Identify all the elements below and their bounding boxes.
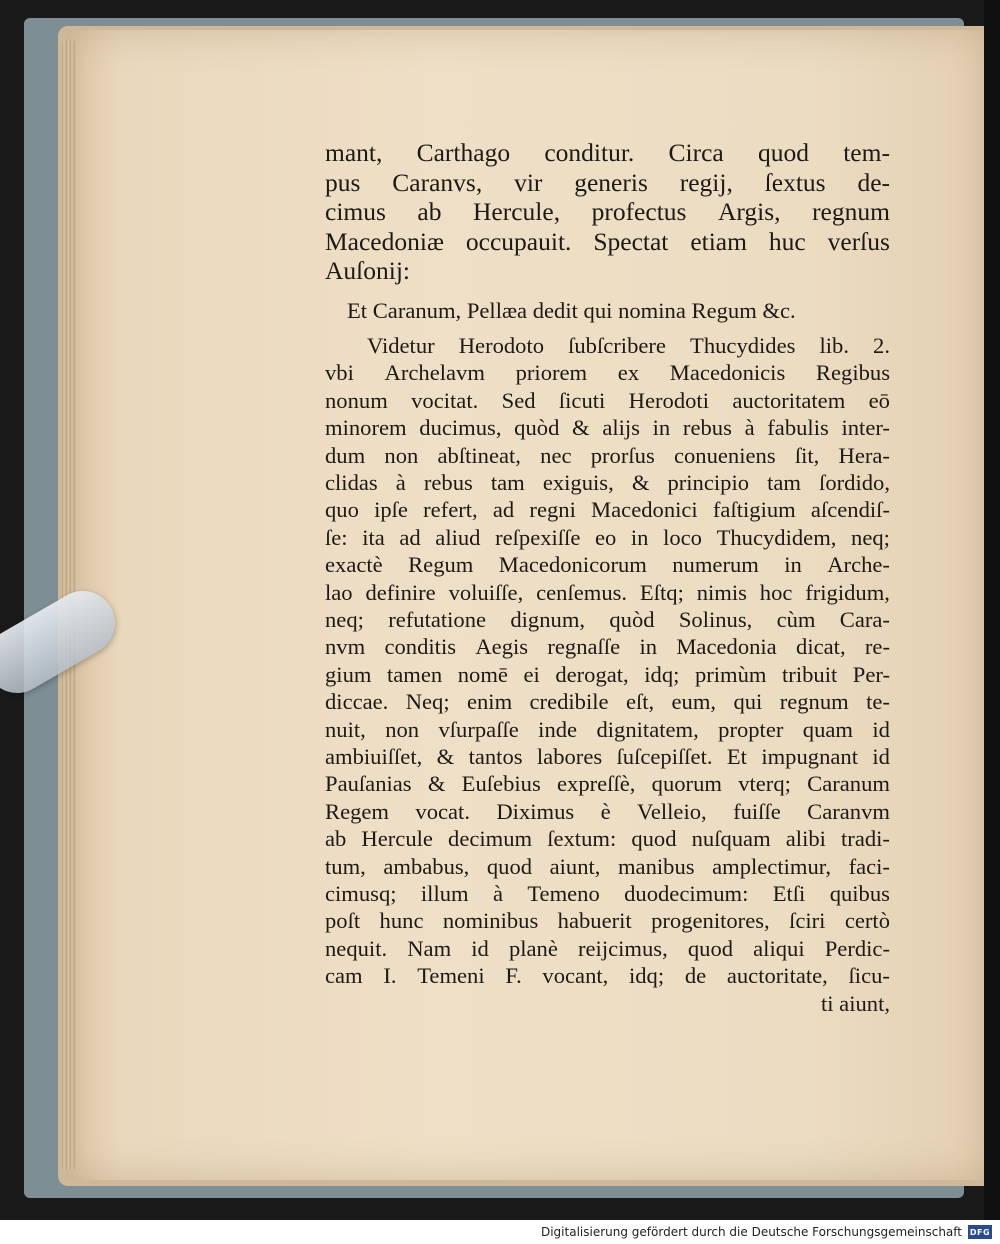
- text-line: cam I. Temeni F. vocant, idq; de auctoritate, ſicu-: [325, 963, 890, 989]
- text-line: Pauſanias & Euſebius expreſſè, quorum vterq; Caranum: [325, 771, 890, 797]
- text-line: nuit, non vſurpaſſe inde dignitatem, propter quam id: [325, 716, 890, 742]
- text-line: quo ipſe refert, ad regni Macedonici faſtigium aſcendiſ-: [325, 497, 890, 523]
- text-line: Auſonij:: [325, 256, 411, 285]
- text-line: clidas à rebus tam exiguis, & principio tam ſordido,: [325, 469, 890, 495]
- text-line: diccae. Neq; enim credibile eſt, eum, qui regnum te-: [325, 689, 890, 715]
- text-line: mant, Carthago conditur. Circa quod tem-: [325, 138, 890, 167]
- page-text: [325, 138, 890, 1017]
- text-line: ſe: ita ad aliud reſpexiſſe eo in loco Thucydidem, neq;: [325, 524, 890, 550]
- dfg-logo-icon: DFG: [968, 1225, 992, 1239]
- text-line: cimusq; illum à Temeno duodecimum: Etſi quibus: [325, 881, 890, 907]
- text-line: nvm conditis Aegis regnaſſe in Macedonia dicat, re-: [325, 634, 890, 660]
- text-line: nonum vocitat. Sed ſicuti Herodoti auctoritatem eō: [325, 387, 890, 413]
- text-line: dum non abſtineat, nec prorſus conueniens ſit, Hera-: [325, 442, 890, 468]
- verse-quote: Et Caranum, Pellæa dedit qui nomina Regum &c.: [347, 297, 796, 323]
- text-line: cimus ab Hercule, profectus Argis, regnum: [325, 197, 890, 226]
- text-line: vbi Archelavm priorem ex Macedonicis Regibus: [325, 360, 890, 386]
- text-line: gium tamen nomē ei derogat, idq; primùm tribuit Per-: [325, 661, 890, 687]
- catchword: ti aiunt,: [820, 990, 890, 1016]
- text-line: tum, ambabus, quod aiunt, manibus amplectimur, faci-: [325, 853, 890, 879]
- text-line: poſt hunc nominibus habuerit progenitores, ſciri certò: [325, 908, 890, 934]
- text-line: Regem vocat. Diximus è Velleio, fuiſſe Caranvm: [325, 798, 890, 824]
- text-line: pus Caranvs, vir generis regij, ſextus de-: [325, 167, 890, 197]
- digitization-footer: [0, 1220, 1000, 1244]
- text-line: Macedoniæ occupauit. Spectat etiam huc verſus: [325, 226, 890, 256]
- text-line: lao definire voluiſſe, cenſemus. Eſtq; nimis hoc frigidum,: [325, 579, 890, 605]
- funding-notice: Digitalisierung gefördert durch die Deutsche Forschungsgemeinschaft: [540, 1225, 962, 1239]
- text-line: ambiuiſſet, & tantos labores ſuſcepiſſet. Et impugnant id: [325, 744, 890, 769]
- opening-lines: [325, 138, 890, 286]
- text-line: ab Hercule decimum ſextum: quod nuſquam alibi tradi-: [325, 826, 890, 852]
- text-line: neq; refutatione dignum, quòd Solinus, cùm Cara-: [325, 606, 890, 632]
- text-line: Videtur Herodoto ſubſcribere Thucydides lib. 2.: [367, 332, 890, 358]
- text-line: exactè Regum Macedonicorum numerum in Arche-: [325, 552, 890, 578]
- text-line: nequit. Nam id planè reijcimus, quod aliqui Perdic-: [325, 935, 890, 961]
- text-line: minorem ducimus, quòd & alijs in rebus à fabulis inter-: [325, 415, 890, 441]
- scan-right-edge: [984, 0, 1000, 1220]
- main-paragraph: [325, 332, 890, 990]
